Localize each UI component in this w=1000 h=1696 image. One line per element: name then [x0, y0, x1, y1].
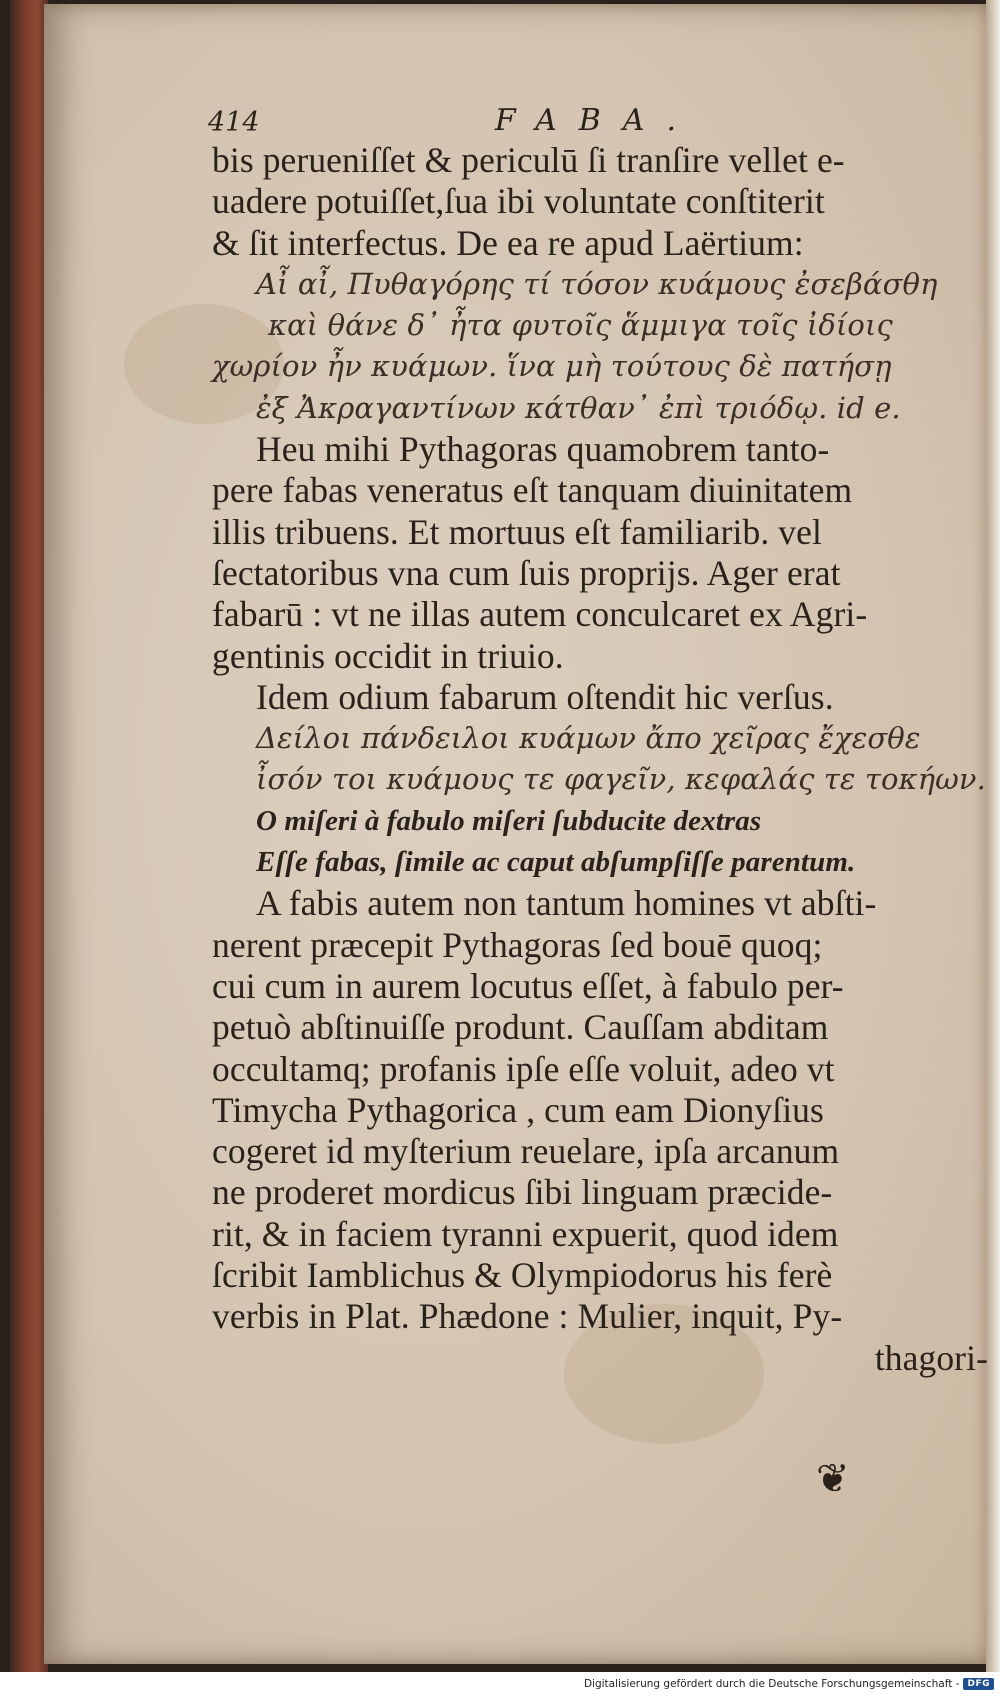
page-header [208, 90, 988, 138]
page-right-edge [986, 0, 1000, 1672]
text-line: occultamq; profanis ipſe eſſe voluit, adeo vt [212, 1048, 835, 1089]
text-line: uadere potuiſſet,ſua ibi voluntate conſtiterit [212, 181, 825, 222]
text-line: nerent præcepit Pythagoras ſed bouē quoq; [212, 924, 823, 965]
text-line: cui cum in aurem locutus eſſet, à fabulo per- [212, 965, 844, 1006]
running-title: FABA. [494, 103, 698, 138]
text-line: Eſſe fabas, ſimile ac caput abſumpſiſſe parentum. [256, 846, 856, 879]
page-text [208, 90, 988, 1379]
text-line: thagori- [874, 1337, 988, 1378]
text-line: A fabis autem non tantum homines vt abſti- [256, 883, 877, 924]
text-line: ſcribit Iamblichus & Olympiodorus his ferè [212, 1255, 833, 1296]
text-line: cogeret id myſterium reuelare, ipſa arcanum [212, 1131, 840, 1172]
text-line: verbis in Plat. Phædone : Mulier, inquit, Py- [212, 1296, 843, 1337]
text-line: Δείλοι πάνδειλοι κυάμων ἄπο χεῖρας ἔχεσθε [256, 721, 921, 756]
text-line: ſectatoribus vna cum ſuis proprijs. Ager erat [212, 552, 841, 593]
text-line: illis tribuens. Et mortuus eſt familiarib. vel [212, 511, 822, 552]
funding-notice: Digitalisierung gefördert durch die Deutsche Forschungsgemeinschaft - [583, 1678, 960, 1690]
text-line: Heu mihi Pythagoras quamobrem tanto- [256, 429, 830, 470]
book-cover-edge [10, 0, 48, 1672]
ornament-fleuron: ❦ [816, 1456, 850, 1502]
footer-bar [0, 1672, 1000, 1696]
text-line: Timycha Pythagorica , cum eam Dionyſius [212, 1089, 824, 1130]
text-line: bis perueniſſet & periculū ſi tranſire vellet e- [212, 140, 845, 180]
text-lines [212, 140, 988, 1379]
text-line: fabarū : vt ne illas autem conculcaret ex Agri- [212, 594, 868, 635]
text-line: & ſit interfectus. De ea re apud Laërtium: [212, 222, 804, 263]
text-line: petuò abſtinuiſſe produnt. Cauſſam abditam [212, 1007, 829, 1048]
dfg-logo: DFG [963, 1678, 994, 1690]
text-line: gentinis occidit in triuio. [212, 635, 564, 676]
text-line: Idem odium fabarum oſtendit hic verſus. [256, 676, 834, 717]
text-line: ne proderet mordicus ſibi linguam præcide- [212, 1172, 833, 1213]
text-line: ἶσόν τοι κυάμους τε φαγεῖν, κεφαλάς τε τοκήων. [256, 762, 986, 797]
text-line: χωρίον ἦν κυάμων. ἵνα μὴ τούτους δὲ πατήσῃ [212, 349, 892, 384]
text-line: O miſeri à fabulo miſeri ſubducite dextras [256, 804, 762, 837]
text-line: Αἶ αἶ, Πυθαγόρης τί τόσον κυάμους ἐσεβάσθη [256, 266, 938, 301]
text-line: ἐξ Ἀκραγαντίνων κάτθαν᾽ ἐπὶ τριόδῳ. id e. [256, 390, 901, 425]
page-number: 414 [208, 107, 260, 138]
text-line: καὶ θάνε δ᾽ ἦτα φυτοῖς ἅμμιγα τοῖς ἰδίοις [268, 308, 893, 343]
text-line: rit, & in faciem tyranni expuerit, quod idem [212, 1213, 839, 1254]
text-line: pere fabas veneratus eſt tanquam diuinitatem [212, 470, 853, 511]
